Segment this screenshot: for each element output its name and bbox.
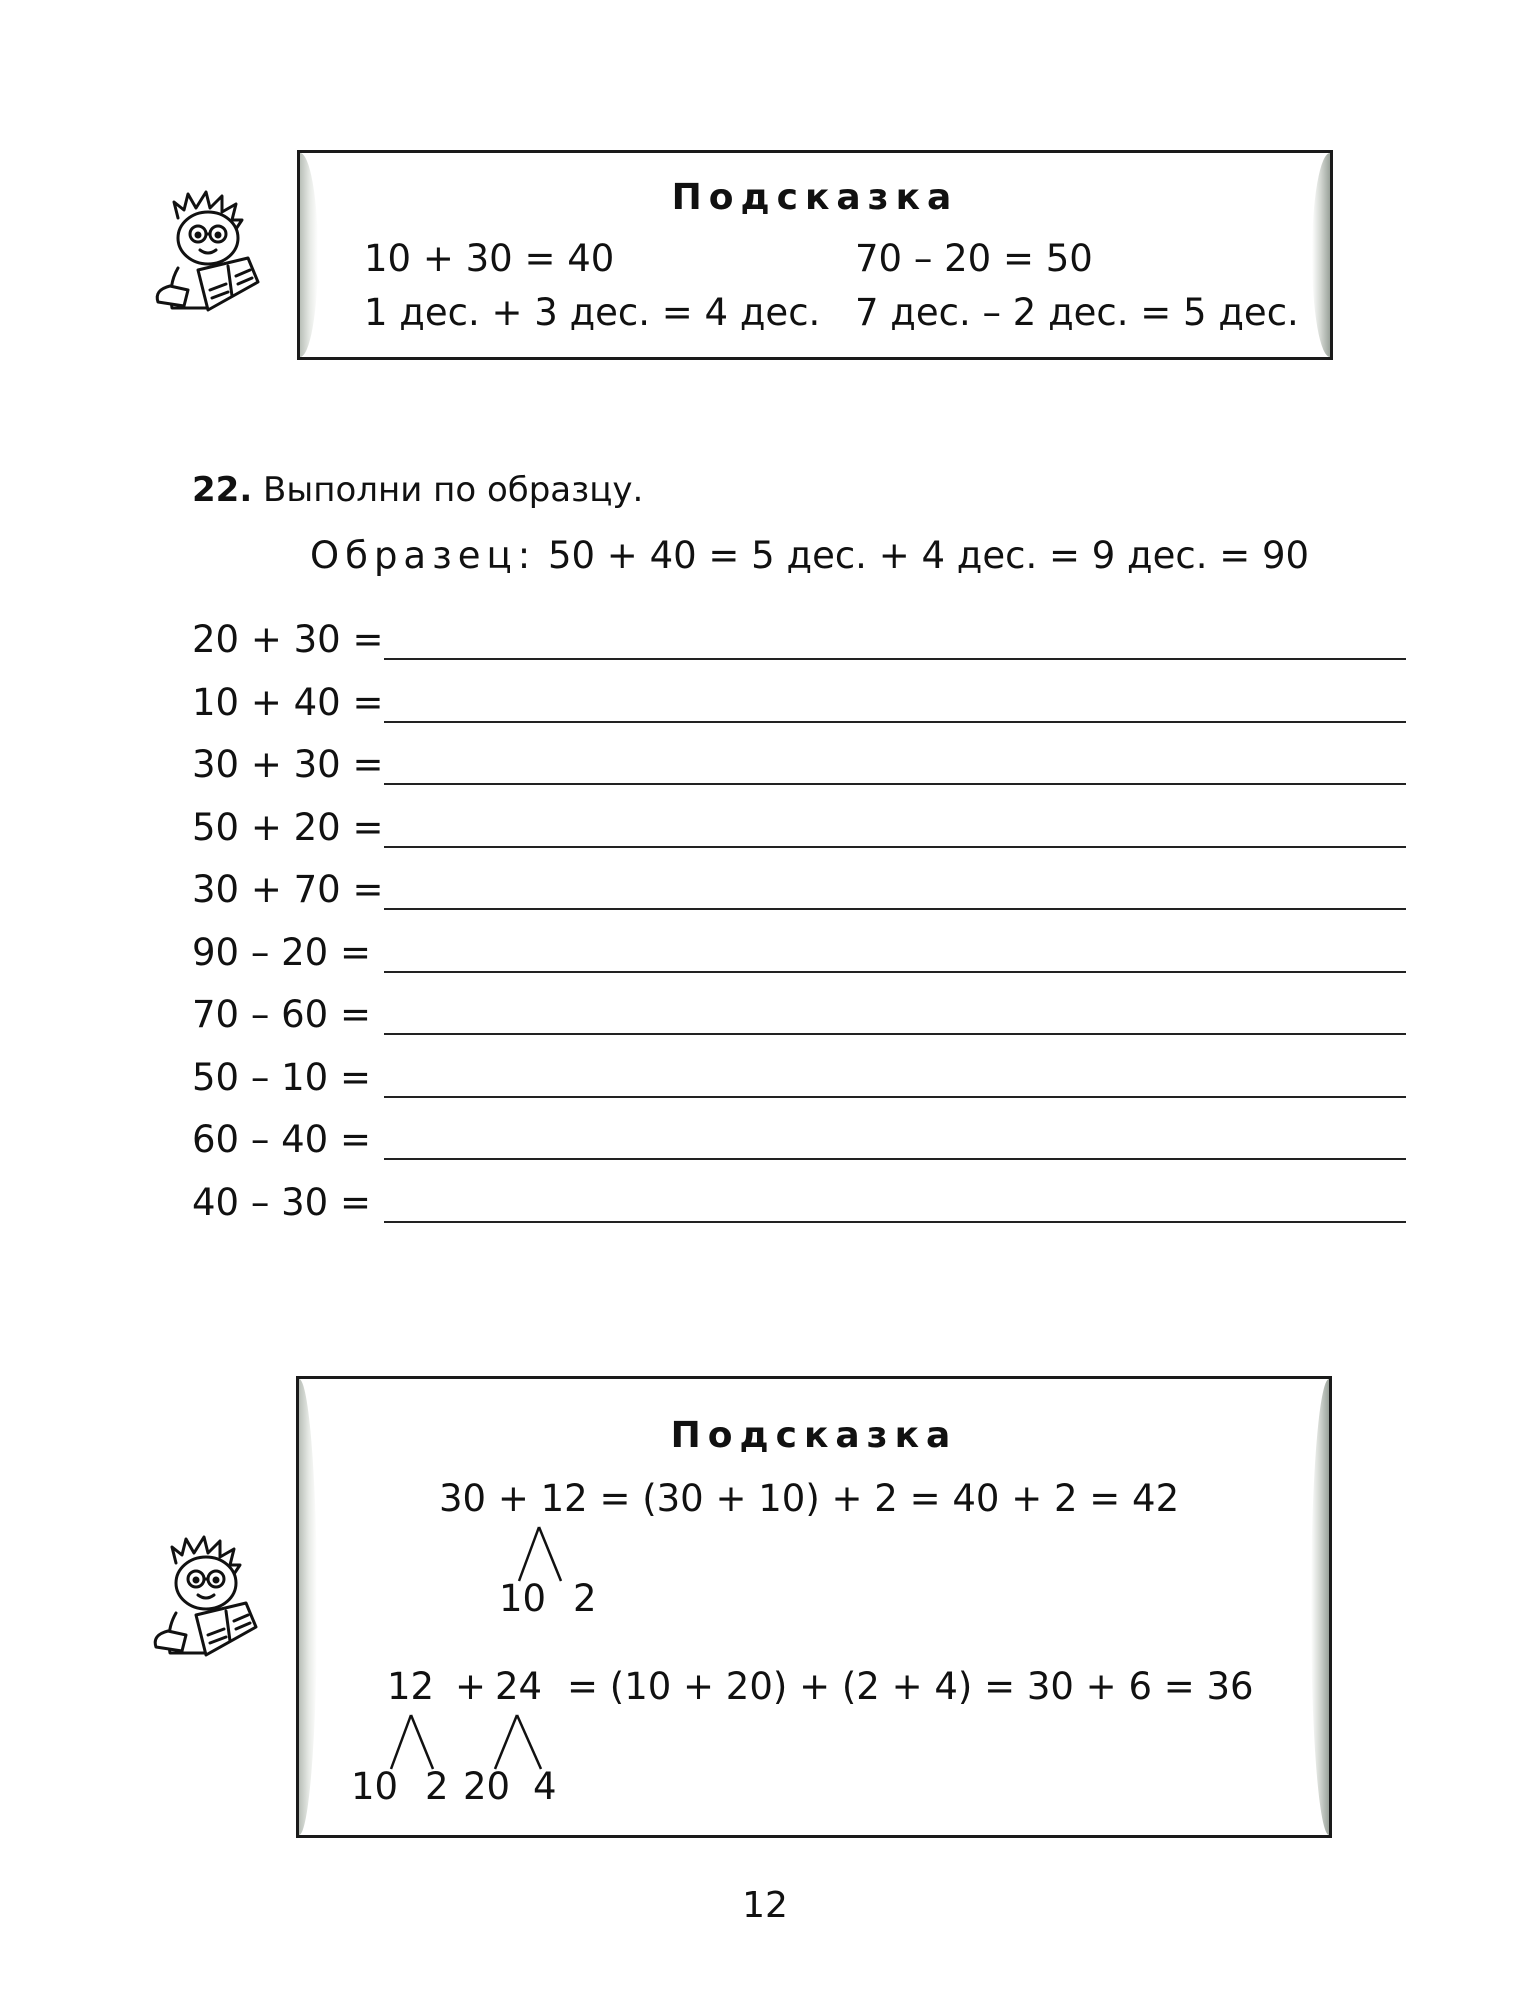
boy-reading-illustration bbox=[148, 190, 278, 320]
example1-split-ones: 2 bbox=[573, 1577, 597, 1620]
hint-line1-left: 10 + 30 = 40 bbox=[364, 237, 615, 280]
example2-split-a-ones: 2 bbox=[425, 1765, 449, 1808]
exercise-instruction: Выполни по образцу. bbox=[263, 470, 644, 510]
answer-line[interactable] bbox=[384, 971, 1406, 973]
answer-line[interactable] bbox=[384, 846, 1406, 848]
answer-line[interactable] bbox=[384, 1221, 1406, 1223]
boy-reading-illustration bbox=[146, 1535, 276, 1665]
example1-split-lines bbox=[489, 1525, 589, 1585]
example2-split-b-ones: 4 bbox=[533, 1765, 557, 1808]
answer-line[interactable] bbox=[384, 908, 1406, 910]
exercise-row-expression: 50 + 20 = bbox=[192, 805, 384, 849]
example2-split-a-tens: 10 bbox=[351, 1765, 399, 1808]
answer-line[interactable] bbox=[384, 1033, 1406, 1035]
exercise-row-expression: 20 + 30 = bbox=[192, 618, 384, 661]
answer-line[interactable] bbox=[384, 783, 1406, 785]
exercise-row-expression: 30 + 30 = bbox=[192, 743, 384, 786]
sample-text: 50 + 40 = 5 дес. + 4 дес. = 9 дес. = 90 bbox=[547, 534, 1310, 577]
example2-plus: + bbox=[455, 1665, 487, 1708]
example2-term-a: 12 bbox=[387, 1665, 435, 1708]
exercise-row-expression: 30 + 70 = bbox=[192, 868, 384, 911]
answer-line[interactable] bbox=[384, 1096, 1406, 1098]
exercise-row-expression: 60 – 40 = bbox=[192, 1118, 371, 1161]
exercise-number: 22. bbox=[192, 470, 253, 510]
sample-label: Образец: bbox=[310, 534, 537, 577]
answer-line[interactable] bbox=[384, 658, 1406, 660]
example1-split-tens: 10 bbox=[499, 1577, 547, 1620]
example2-rest: = (10 + 20) + (2 + 4) = 30 + 6 = 36 bbox=[567, 1665, 1254, 1708]
hint-title: Подсказка bbox=[671, 177, 959, 218]
answer-line[interactable] bbox=[384, 1158, 1406, 1160]
exercise-row-expression: 70 – 60 = bbox=[192, 993, 371, 1036]
hint-line2-right: 7 дес. – 2 дес. = 5 дес. bbox=[855, 291, 1299, 334]
exercise-row-expression: 50 – 10 = bbox=[192, 1055, 371, 1099]
example2-split-b-tens: 20 bbox=[463, 1765, 511, 1808]
hint-line2-left: 1 дес. + 3 дес. = 4 дес. bbox=[364, 291, 821, 334]
hint-line1-right: 70 – 20 = 50 bbox=[855, 237, 1093, 280]
hint-title: Подсказка bbox=[670, 1415, 958, 1456]
exercise-row-expression: 90 – 20 = bbox=[192, 930, 371, 974]
example2-term-b: 24 bbox=[495, 1665, 543, 1708]
answer-line[interactable] bbox=[384, 721, 1406, 723]
exercise-row-expression: 40 – 30 = bbox=[192, 1180, 371, 1224]
hint-box-1 bbox=[297, 150, 1333, 360]
sample-line bbox=[310, 534, 1309, 577]
hint-box-2 bbox=[296, 1376, 1332, 1838]
example1-expression: 30 + 12 = (30 + 10) + 2 = 40 + 2 = 42 bbox=[439, 1477, 1180, 1520]
exercise-heading bbox=[192, 470, 643, 510]
example2-split-lines bbox=[369, 1713, 569, 1773]
page-number: 12 bbox=[742, 1885, 788, 1926]
exercise-row-expression: 10 + 40 = bbox=[192, 680, 384, 724]
